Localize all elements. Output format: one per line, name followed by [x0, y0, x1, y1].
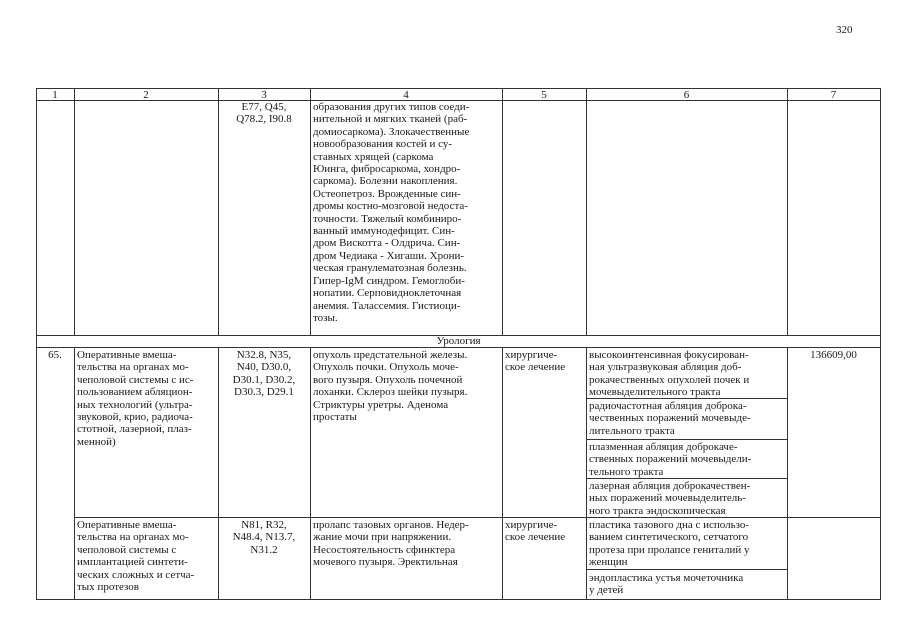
col-divider [502, 347, 503, 600]
cost-cell: 136609,00 [810, 349, 857, 361]
col-header-4: 4 [403, 89, 409, 101]
col-divider [586, 347, 587, 600]
col-header-1: 1 [52, 89, 58, 101]
cont-diseases-cell: образования других типов соеди- нительной и мягких тканей (раб- домиосаркома). Злокачественные новообразования костей и су- ставных хрящей (саркома Юинга, фибросаркома, хондро- саркома). Болезни накопления. Остеопетроз. Врожденные син- дромы костно-мозговой недоста- точности. Тяжелый комбиниро- ванный иммунодефицит. Син- дром Вискотта - Олдрича. Син- дром Чедиака - Хигаши. Хрони- ческая гранулематозная болезнь. Гипер-IgM синдром. Гемоглоби- нопатии. Серповидноклеточная анемия. Талассемия. Гистиоци- тозы. [313, 101, 470, 324]
procedure-name-cell: Оперативные вмеша- тельства на органах мо- чеполовой системы с имплантацией синтети- ческих сложных и сетча- тых протезов [77, 519, 195, 594]
col-header-5: 5 [541, 89, 547, 101]
row-number: 65. [48, 349, 62, 361]
method-cell: лазерная абляция доброкачествен- ных поражений мочевыделитель- ного тракта эндоскопическая [589, 480, 751, 517]
col-divider [310, 88, 311, 335]
method-cell: высокоинтенсивная фокусирован- ная ультразвуковая абляция доб- рокачественных опухолей почек и мочевыделительного тракта [589, 349, 750, 399]
codes-cell: N81, R32, N48.4, N13.7, N31.2 [232, 519, 296, 556]
method-cell: плазменная абляция доброкаче- ственных поражений мочевыдели- тельного тракта [589, 441, 752, 478]
method-rule [586, 569, 787, 570]
col-header-6: 6 [683, 89, 690, 101]
codes-cell: N32.8, N35, N40, D30.0, D30.1, D30.2, D30.3, D29.1 [232, 349, 296, 399]
section-title: Урология [436, 335, 481, 347]
col-divider [310, 347, 311, 600]
table [36, 88, 881, 600]
procedure-name-cell: Оперативные вмеша- тельства на органах мо- чеполовой системы с ис- пользованием абляцион- ных технологий (ультра- звуковой, крио, радиоча- стотной, лазерной, плаз- менной) [77, 349, 194, 448]
diseases-cell: пролапс тазовых органов. Недер- жание мочи при напряжении. Несостоятельность сфинктера мочевого пузыря. Эректильная [313, 519, 469, 569]
diseases-cell: опухоль предстательной железы. Опухоль почки. Опухоль моче- вого пузыря. Опухоль почечной лоханки. Склероз шейки пузыря. Стриктуры уретры. Аденома простаты [313, 349, 468, 424]
treatment-cell: хирургиче- ское лечение [505, 519, 566, 544]
method-cell: пластика тазового дна с использо- ванием синтетического, сетчатого протеза при пролапсе гениталий у женщин [589, 519, 750, 569]
col-divider [787, 88, 788, 335]
col-header-3: 3 [261, 89, 267, 101]
col-divider [586, 88, 587, 335]
cont-codes-cell: E77, Q45, Q78.2, I90.8 [236, 101, 292, 126]
method-cell: радиочастотная абляция доброка- чественных поражений мочевыде- лительного тракта [589, 400, 751, 437]
method-rule [586, 439, 787, 440]
table-border-bottom [36, 599, 881, 600]
col-divider [74, 347, 75, 600]
col-header-2: 2 [143, 89, 149, 101]
col-divider [787, 347, 788, 600]
col-divider [502, 88, 503, 335]
col-header-7: 7 [830, 89, 837, 101]
method-cell: эндопластика устья мочеточника у детей [589, 572, 744, 597]
page-number: 320 [836, 24, 853, 36]
treatment-cell: хирургиче- ское лечение [505, 349, 566, 374]
col-divider [74, 88, 75, 335]
